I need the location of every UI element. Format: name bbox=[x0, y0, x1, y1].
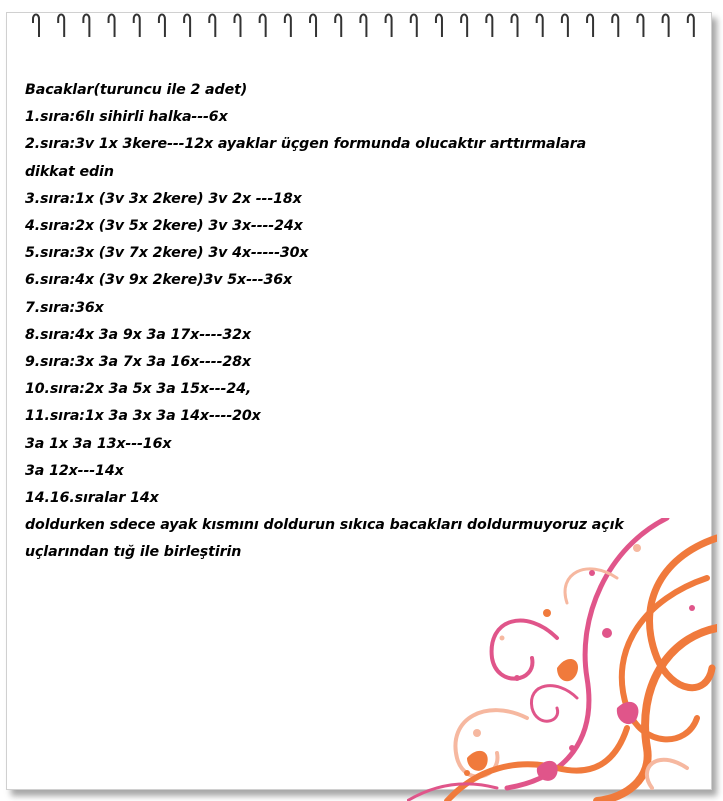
pattern-row: 8.sıra:4x 3a 9x 3a 17x----32x bbox=[25, 326, 251, 343]
notebook-page bbox=[6, 12, 712, 790]
binding-ring bbox=[562, 15, 568, 38]
binding-ring bbox=[360, 15, 366, 38]
pattern-row: 3.sıra:1x (3v 3x 2kere) 3v 2x ---18x bbox=[25, 190, 302, 207]
binding-ring bbox=[637, 15, 643, 38]
binding-ring bbox=[58, 15, 64, 38]
binding-ring bbox=[159, 15, 165, 38]
binding-ring bbox=[260, 15, 266, 38]
floral-ornament bbox=[407, 518, 717, 801]
pattern-row: 4.sıra:2x (3v 5x 2kere) 3v 3x----24x bbox=[25, 218, 303, 235]
pattern-row: 3a 1x 3a 13x---16x bbox=[25, 435, 172, 452]
binding-ring bbox=[663, 15, 669, 38]
pattern-row: 14.16.sıralar 14x bbox=[25, 490, 159, 507]
pattern-row: 5.sıra:3x (3v 7x 2kere) 3v 4x-----30x bbox=[25, 245, 309, 262]
pattern-row: 1.sıra:6lı sihirli halka---6x bbox=[25, 109, 228, 126]
binding-ring bbox=[688, 15, 694, 38]
binding-ring bbox=[83, 15, 89, 38]
pattern-row: 9.sıra:3x 3a 7x 3a 16x----28x bbox=[25, 354, 251, 371]
binding-ring bbox=[537, 15, 543, 38]
pattern-row: dikkat edin bbox=[25, 163, 114, 180]
binding-ring bbox=[411, 15, 417, 38]
binding-ring bbox=[285, 15, 291, 38]
pattern-row: 2.sıra:3v 1x 3kere---12x ayaklar üçgen formunda olucaktır arttırmalara bbox=[25, 136, 587, 153]
binding-ring bbox=[612, 15, 618, 38]
pattern-row: 6.sıra:4x (3v 9x 2kere)3v 5x---36x bbox=[25, 272, 293, 289]
binding-ring bbox=[134, 15, 140, 38]
binding-ring bbox=[184, 15, 190, 38]
binding-ring bbox=[386, 15, 392, 38]
binding-ring bbox=[33, 15, 39, 38]
binding-ring bbox=[335, 15, 341, 38]
binding-ring bbox=[436, 15, 442, 38]
binding-ring bbox=[461, 15, 467, 38]
binding-ring bbox=[587, 15, 593, 38]
pattern-row: 7.sıra:36x bbox=[25, 299, 104, 316]
pattern-text bbox=[25, 77, 715, 567]
binding-ring bbox=[310, 15, 316, 38]
spiral-binding bbox=[29, 13, 709, 43]
section-title: Bacaklar(turuncu ile 2 adet) bbox=[25, 82, 248, 98]
pattern-row: 11.sıra:1x 3a 3x 3a 14x----20x bbox=[25, 408, 261, 425]
binding-ring bbox=[512, 15, 518, 38]
pattern-row: 10.sıra:2x 3a 5x 3a 15x---24, bbox=[25, 381, 252, 398]
binding-ring bbox=[486, 15, 492, 38]
finishing-note: uçlarından tığ ile birleştirin bbox=[25, 544, 242, 561]
binding-ring bbox=[209, 15, 215, 38]
binding-ring bbox=[234, 15, 240, 38]
pattern-row: 3a 12x---14x bbox=[25, 462, 124, 479]
finishing-note: doldurken sdece ayak kısmını doldurun sıkıca bacakları doldurmuyoruz açık bbox=[25, 517, 624, 534]
binding-ring bbox=[109, 15, 115, 38]
